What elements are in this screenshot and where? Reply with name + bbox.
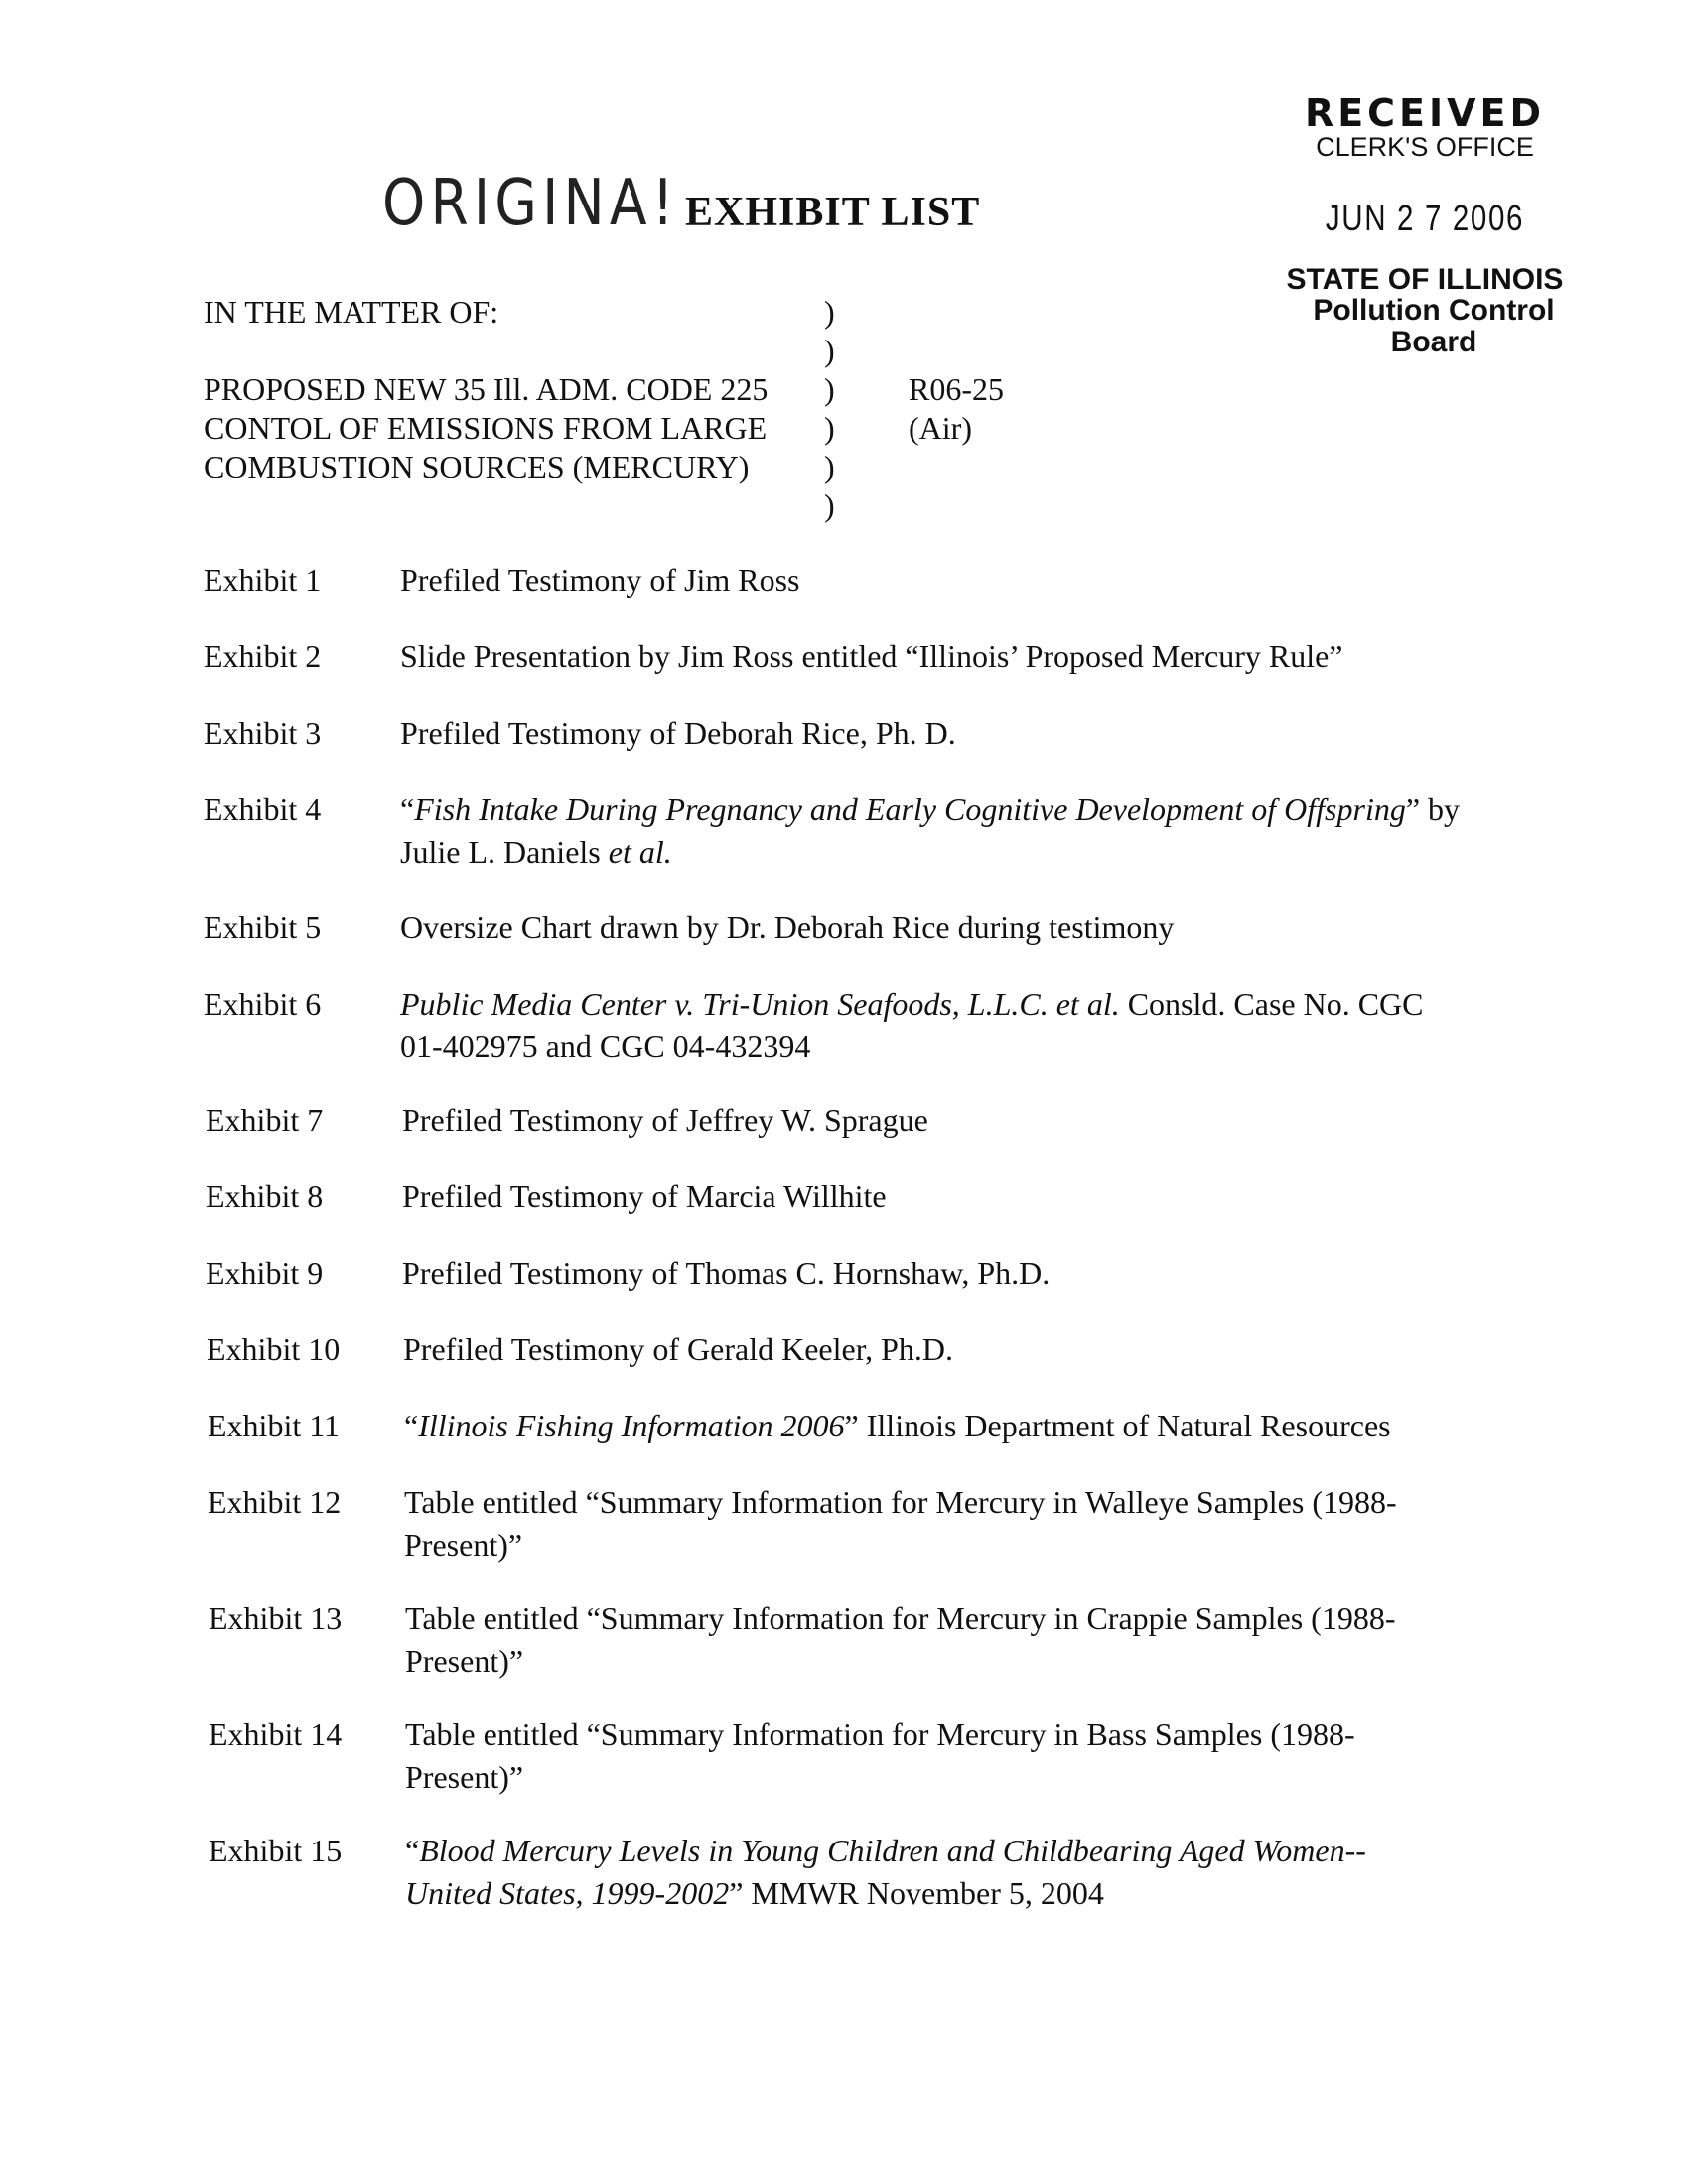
stamp-board: Pollution Control Board [1313,294,1555,358]
exhibit-text: Prefiled Testimony of Marcia Willhite [402,1178,887,1214]
paren: ) [824,487,835,523]
caption-parens [824,293,835,525]
caption-line: COMBUSTION SOURCES (MERCURY) [204,449,750,484]
exhibit-title-italic: Fish Intake During Pregnancy and Early Cognitive Development of Offspring [414,791,1406,827]
caption-line: IN THE MATTER OF: [204,294,499,330]
exhibit-text: Oversize Chart drawn by Dr. Deborah Rice during testimony [400,909,1175,945]
stamp-date: JUN 2 7 2006 [1325,198,1525,238]
original-stamp [382,167,728,246]
exhibit-description [403,1328,1475,1371]
exhibit-number: Exhibit 3 [204,715,322,751]
exhibit-description [404,1405,1476,1447]
exhibit-text: ” by Julie L. Daniels [400,791,1461,870]
stamp-state: STATE OF ILLINOIS [1286,263,1564,296]
exhibit-description [405,1713,1428,1799]
exhibit-number: Exhibit 13 [209,1600,343,1636]
exhibit-text: Table entitled “Summary Information for Mercury in Bass Samples (1988-Present)” [405,1716,1355,1795]
docket-info [909,370,1004,448]
exhibit-description [402,1175,1474,1218]
caption-line: CONTOL OF EMISSIONS FROM LARGE [204,410,768,446]
exhibit-text: Prefiled Testimony of Thomas C. Hornshaw, Ph.D. [402,1255,1051,1291]
exhibit-description [400,906,1473,949]
docket-type: (Air) [909,410,972,446]
exhibit-description [405,1597,1428,1683]
caption-line: PROPOSED NEW 35 Ill. ADM. CODE 225 [204,371,769,407]
case-caption [204,293,768,525]
exhibit-number: Exhibit 14 [209,1716,343,1752]
exhibit-description [400,983,1473,1068]
received-stamp [1261,91,1589,358]
original-stamp-text: ORIGINA! [382,167,679,240]
exhibit-description [400,559,1473,602]
exhibit-text: Table entitled “Summary Information for Mercury in Crappie Samples (1988-Present)” [405,1600,1396,1679]
exhibit-number: Exhibit 12 [208,1484,342,1520]
exhibit-text: “ [405,1833,420,1868]
caption-line [204,332,768,370]
page-title: EXHIBIT LIST [685,190,981,235]
paren: ) [824,294,835,330]
exhibit-number: Exhibit 1 [204,562,322,598]
exhibit-number: Exhibit 4 [204,791,322,827]
exhibit-text: Consld. Case No. CGC 01-402975 and CGC 04-432394 [400,986,1424,1064]
exhibit-number: Exhibit 9 [206,1255,324,1291]
exhibit-title-italic: Blood Mercury Levels in Young Children and Childbearing Aged Women--United States, 1999-2002 [405,1833,1366,1911]
exhibit-text: Prefiled Testimony of Gerald Keeler, Ph.D. [403,1331,953,1367]
exhibit-number: Exhibit 11 [208,1408,341,1443]
exhibit-number: Exhibit 8 [206,1178,324,1214]
stamp-clerk-office: CLERK'S OFFICE [1316,132,1534,162]
exhibit-description [400,635,1473,678]
exhibit-description [402,1099,1474,1142]
exhibit-text: Table entitled “Summary Information for Mercury in Walleye Samples (1988-Present)” [404,1484,1397,1563]
stamp-received: RECEIVED [1304,91,1546,135]
exhibit-number: Exhibit 10 [207,1331,341,1367]
exhibit-text: ” MMWR November 5, 2004 [729,1875,1104,1911]
exhibit-number: Exhibit 2 [204,638,322,674]
exhibit-number: Exhibit 6 [204,986,322,1022]
exhibit-number: Exhibit 5 [204,909,322,945]
paren: ) [824,410,835,446]
exhibit-description [404,1481,1427,1567]
exhibit-title-italic: et al. [608,834,672,870]
exhibit-text: “ [404,1408,419,1443]
caption-line [204,486,768,525]
paren: ) [824,371,835,407]
exhibit-text: Prefiled Testimony of Jeffrey W. Sprague [402,1102,928,1138]
exhibit-description [402,1252,1474,1295]
exhibit-title-italic: Illinois Fishing Information 2006 [418,1408,845,1443]
exhibit-number: Exhibit 7 [206,1102,324,1138]
paren: ) [824,333,835,368]
exhibit-description [400,788,1492,874]
exhibit-title-italic: Public Media Center v. Tri-Union Seafoods, L.L.C. et al. [400,986,1120,1022]
exhibit-number: Exhibit 15 [209,1833,343,1868]
exhibit-text: “ [400,791,415,827]
exhibit-text: ” Illinois Department of Natural Resources [844,1408,1391,1443]
exhibit-text: Prefiled Testimony of Deborah Rice, Ph. D. [400,715,956,751]
exhibit-text: Slide Presentation by Jim Ross entitled “Illinois’ Proposed Mercury Rule” [400,638,1343,674]
exhibit-description [400,712,1473,754]
exhibit-text: Prefiled Testimony of Jim Ross [400,562,800,598]
exhibit-description [405,1830,1428,1915]
paren: ) [824,449,835,484]
docket-number: R06-25 [909,371,1004,407]
